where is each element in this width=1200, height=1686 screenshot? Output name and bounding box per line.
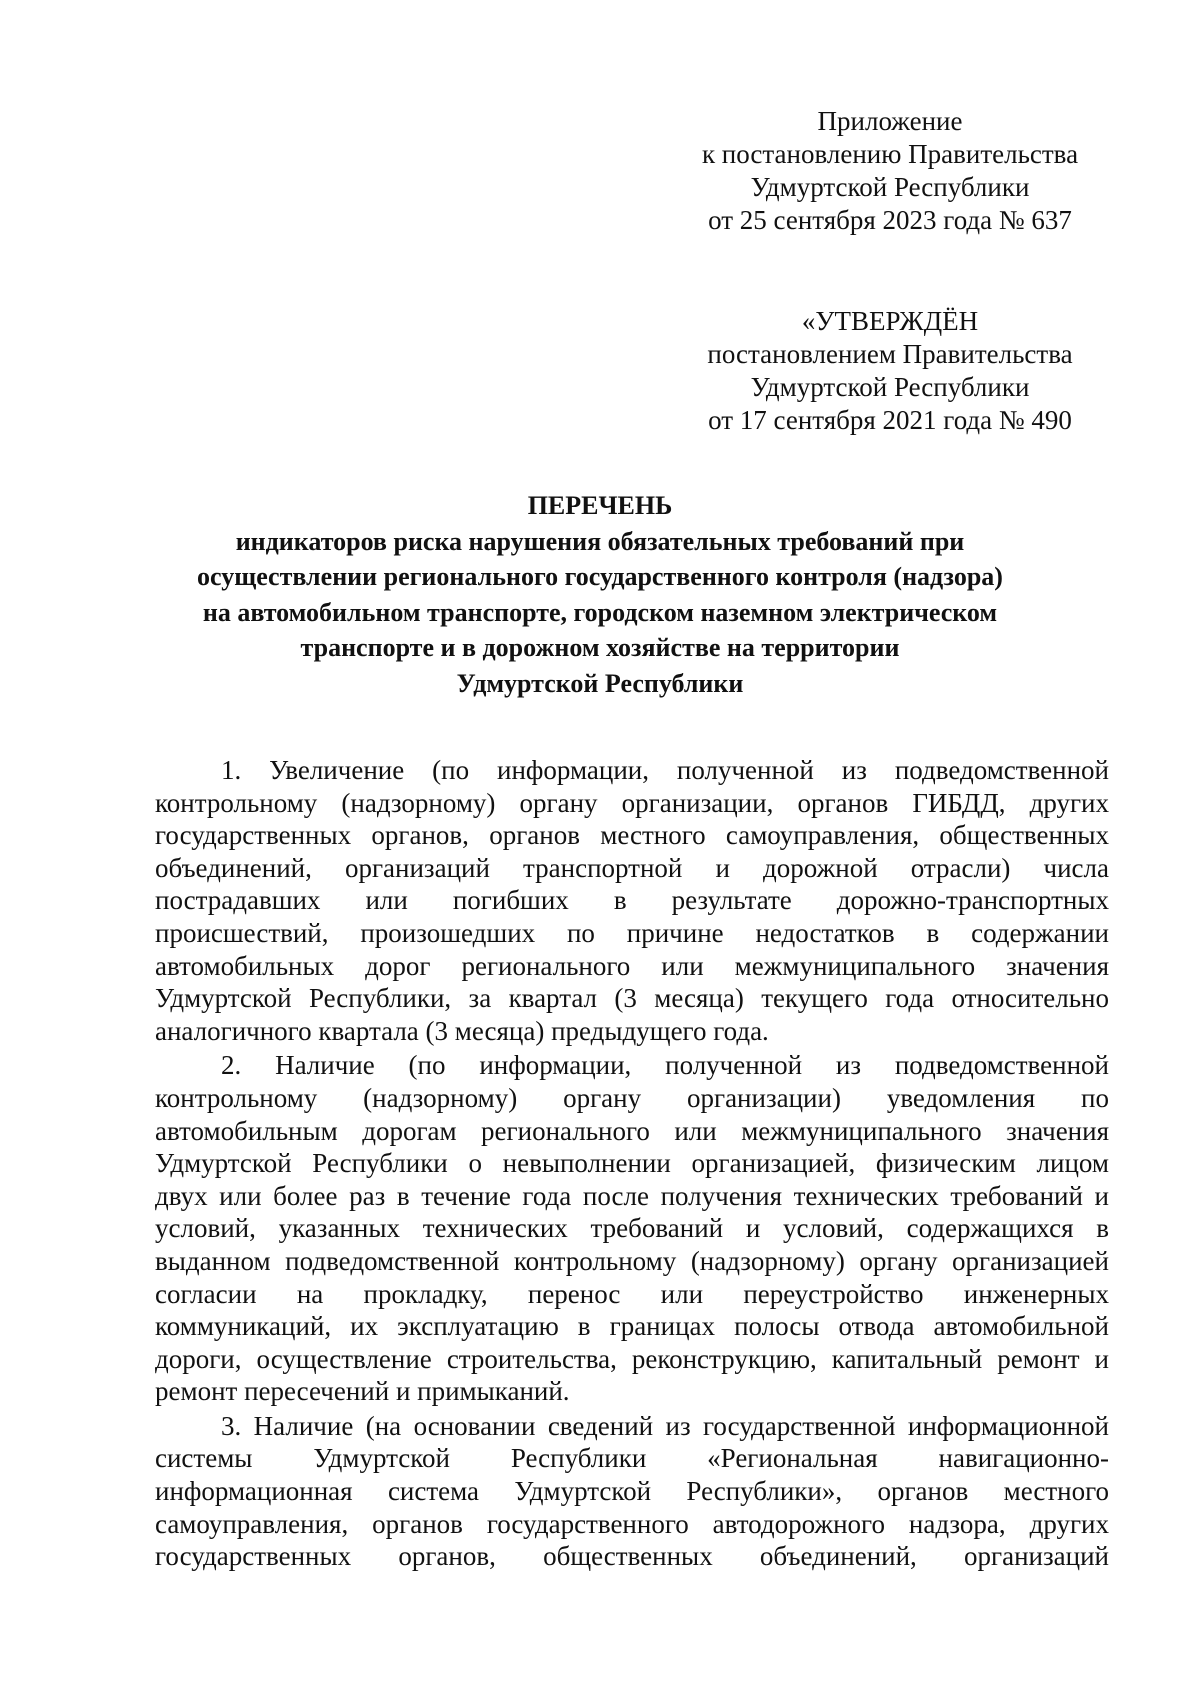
list-item-2: [155, 1049, 1109, 1408]
paragraph-line: автомобильным дорогам регионального или межмуниципального значения: [155, 1115, 1109, 1146]
title-line: индикаторов риска нарушения обязательных требований при: [235, 526, 965, 556]
paragraph-line: информационная система Удмуртской Республики», органов местного: [155, 1476, 1109, 1507]
paragraph-line: 2. Наличие (по информации, полученной из подведомственной: [221, 1050, 1109, 1081]
paragraph-line: пострадавших или погибших в результате дорожно-транспортных: [155, 885, 1109, 916]
approved-line: Удмуртской Республики: [750, 372, 1030, 402]
title-heading: ПЕРЕЧЕНЬ: [527, 491, 673, 520]
appendix-line: к постановлению Правительства: [701, 139, 1079, 169]
paragraph-line: 1. Увеличение (по информации, полученной из подведомственной: [221, 755, 1109, 785]
list-item-3: [155, 1410, 1109, 1573]
paragraph-line: Удмуртской Республики о невыполнении организацией, физическим лицом: [155, 1148, 1109, 1179]
paragraph-line: государственных органов, органов местного самоуправления, общественных: [155, 820, 1109, 851]
appendix-line: Удмуртской Республики: [750, 172, 1030, 202]
paragraph-line: аналогичного квартала (3 месяца) предыдущего года.: [155, 1015, 769, 1046]
paragraph-line: ремонт пересечений и примыканий.: [155, 1376, 570, 1407]
paragraph-line: самоуправления, органов государственного автодорожного надзора, других: [155, 1508, 1109, 1539]
paragraph-line: двух или более раз в течение года после получения технических требований и: [155, 1180, 1109, 1211]
paragraph-line: условий, указанных технических требований и условий, содержащихся в: [155, 1213, 1109, 1244]
appendix-header: [690, 105, 1090, 237]
paragraph-line: Удмуртской Республики, за квартал (3 месяца) текущего года относительно: [155, 983, 1109, 1014]
title-line: осуществлении регионального государственного контроля (надзора): [197, 562, 1003, 591]
appendix-line: Приложение: [817, 106, 963, 136]
approved-stamp: [690, 305, 1090, 437]
paragraph-line: согласии на прокладку, перенос или переустройство инженерных: [155, 1278, 1109, 1309]
document-body: [155, 754, 1109, 1573]
approved-line: постановлением Правительства: [707, 339, 1073, 369]
document-title: [155, 488, 1045, 701]
paragraph-line: происшествий, произошедших по причине недостатков в содержании: [155, 917, 1109, 948]
paragraph-line: дороги, осуществление строительства, реконструкцию, капитальный ремонт и: [155, 1343, 1109, 1374]
paragraph-line: системы Удмуртской Республики «Региональная навигационно-: [155, 1443, 1109, 1474]
paragraph-line: автомобильных дорог регионального или межмуниципального значения: [155, 950, 1109, 981]
paragraph-line: выданном подведомственной контрольному (надзорному) органу организацией: [155, 1245, 1109, 1276]
paragraph-line: государственных органов, общественных объединений, организаций: [155, 1541, 1109, 1572]
paragraph-line: объединений, организаций транспортной и дорожной отрасли) числа: [155, 852, 1109, 883]
approved-line: от 17 сентября 2021 года № 490: [708, 405, 1072, 435]
title-line: Удмуртской Республики: [456, 668, 744, 698]
paragraph-line: 3. Наличие (на основании сведений из государственной информационной: [221, 1410, 1109, 1441]
paragraph-line: контрольному (надзорному) органу организации) уведомления по: [155, 1082, 1109, 1113]
title-line: транспорте и в дорожном хозяйстве на территории: [300, 633, 900, 662]
approved-line: «УТВЕРЖДЁН: [801, 306, 979, 336]
paragraph-line: контрольному (надзорному) органу организации, органов ГИБДД, других: [155, 787, 1109, 818]
appendix-line: от 25 сентября 2023 года № 637: [708, 205, 1072, 235]
title-line: на автомобильном транспорте, городском наземном электрическом: [202, 597, 998, 627]
paragraph-line: коммуникаций, их эксплуатацию в границах полосы отвода автомобильной: [155, 1311, 1109, 1342]
list-item-1: [155, 754, 1109, 1047]
